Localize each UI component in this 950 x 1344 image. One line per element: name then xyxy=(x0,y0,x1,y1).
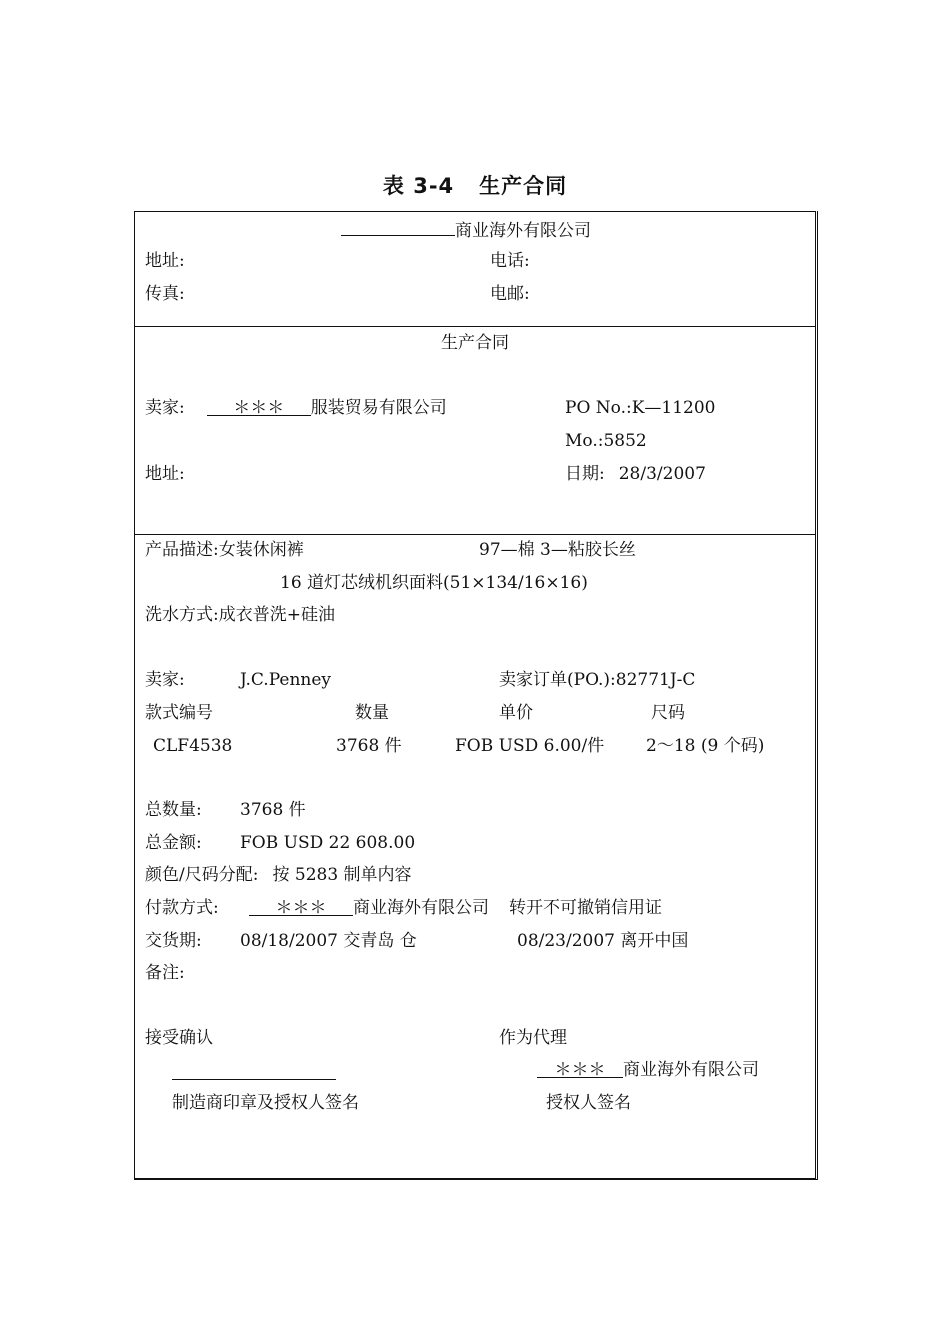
remarks-label: 备注: xyxy=(145,963,185,983)
company-name: 商业海外有限公司 xyxy=(455,221,591,241)
seller-company: 服装贸易有限公司 xyxy=(310,398,447,418)
agent-blank: ＊＊＊ xyxy=(537,1060,623,1078)
row-style-no: CLF4538 xyxy=(153,736,233,756)
title-name: 生产合同 xyxy=(479,174,568,198)
product-fabric: 16 道灯芯绒机织面料(51×134/16×16) xyxy=(280,573,588,593)
header-style-no: 款式编号 xyxy=(145,703,213,723)
seller-line xyxy=(145,398,447,418)
address-label: 地址: xyxy=(145,251,185,271)
product-composition: 97—棉 3—粘胶长丝 xyxy=(479,540,636,560)
date-label: 日期: xyxy=(565,464,605,484)
total-qty-value: 3768 件 xyxy=(240,800,306,820)
phone-label: 电话: xyxy=(490,251,530,271)
total-amount-value: FOB USD 22 608.00 xyxy=(240,833,416,853)
payment-line xyxy=(249,898,662,918)
company-name-blank xyxy=(341,218,455,236)
delivery-label: 交货期: xyxy=(145,931,202,951)
delivery-date-2: 08/23/2007 离开中国 xyxy=(517,931,689,951)
payment-terms: 转开不可撤销信用证 xyxy=(509,898,662,918)
mo-number: Mo.:5852 xyxy=(565,431,647,451)
wash-line xyxy=(145,605,335,625)
product-desc-line xyxy=(145,540,304,560)
date-value: 28/3/2007 xyxy=(618,464,706,484)
agent-company-line xyxy=(537,1060,759,1080)
agent-label: 作为代理 xyxy=(499,1028,567,1048)
agent-company: 商业海外有限公司 xyxy=(623,1060,759,1080)
product-desc-label: 产品描述: xyxy=(145,540,219,560)
seller-address-label: 地址: xyxy=(145,464,185,484)
payment-company: 商业海外有限公司 xyxy=(353,898,489,918)
frame-border-right xyxy=(817,211,818,1179)
fax-label: 传真: xyxy=(145,284,185,304)
seller-blank: ＊＊＊ xyxy=(207,398,311,416)
buyer-po: 卖家订单(PO.):82771J-C xyxy=(499,670,696,690)
document-title xyxy=(0,170,950,200)
date-line xyxy=(565,464,706,484)
total-qty-label: 总数量: xyxy=(145,800,202,820)
color-size-label: 颜色/尺码分配: xyxy=(145,865,259,885)
company-header-line xyxy=(341,218,591,241)
header-unit-price: 单价 xyxy=(499,703,533,723)
contract-frame xyxy=(134,211,816,1179)
manufacturer-signature-line xyxy=(172,1079,336,1080)
frame-border-bottom xyxy=(134,1179,818,1180)
buyer-label: 卖家: xyxy=(145,670,185,690)
section-divider xyxy=(134,326,816,327)
accept-label: 接受确认 xyxy=(145,1028,213,1048)
payment-blank: ＊＊＊ xyxy=(249,898,353,916)
wash-label: 洗水方式: xyxy=(145,605,219,625)
row-quantity: 3768 件 xyxy=(336,736,402,756)
manufacturer-sign-caption: 制造商印章及授权人签名 xyxy=(172,1093,359,1113)
wash-value: 成衣普洗+硅油 xyxy=(218,605,335,625)
header-size: 尺码 xyxy=(651,703,685,723)
total-amount-label: 总金额: xyxy=(145,833,202,853)
title-prefix: 表 xyxy=(382,174,405,198)
authorized-sign-caption: 授权人签名 xyxy=(546,1093,631,1113)
delivery-date-1: 08/18/2007 交青岛 仓 xyxy=(240,931,417,951)
color-size-line xyxy=(145,865,412,885)
row-unit-price: FOB USD 6.00/件 xyxy=(455,736,605,756)
header-quantity: 数量 xyxy=(355,703,389,723)
section-divider xyxy=(134,534,816,535)
payment-label: 付款方式: xyxy=(145,898,219,918)
row-size: 2～18 (9 个码) xyxy=(646,736,765,756)
title-number: 3-4 xyxy=(413,174,455,198)
product-desc-value: 女装休闲裤 xyxy=(218,540,304,560)
po-number: PO No.:K—11200 xyxy=(565,398,716,418)
color-size-value: 按 5283 制单内容 xyxy=(272,865,412,885)
contract-heading: 生产合同 xyxy=(441,333,509,353)
email-label: 电邮: xyxy=(490,284,530,304)
seller-label: 卖家: xyxy=(145,398,185,418)
buyer-value: J.C.Penney xyxy=(240,670,332,690)
